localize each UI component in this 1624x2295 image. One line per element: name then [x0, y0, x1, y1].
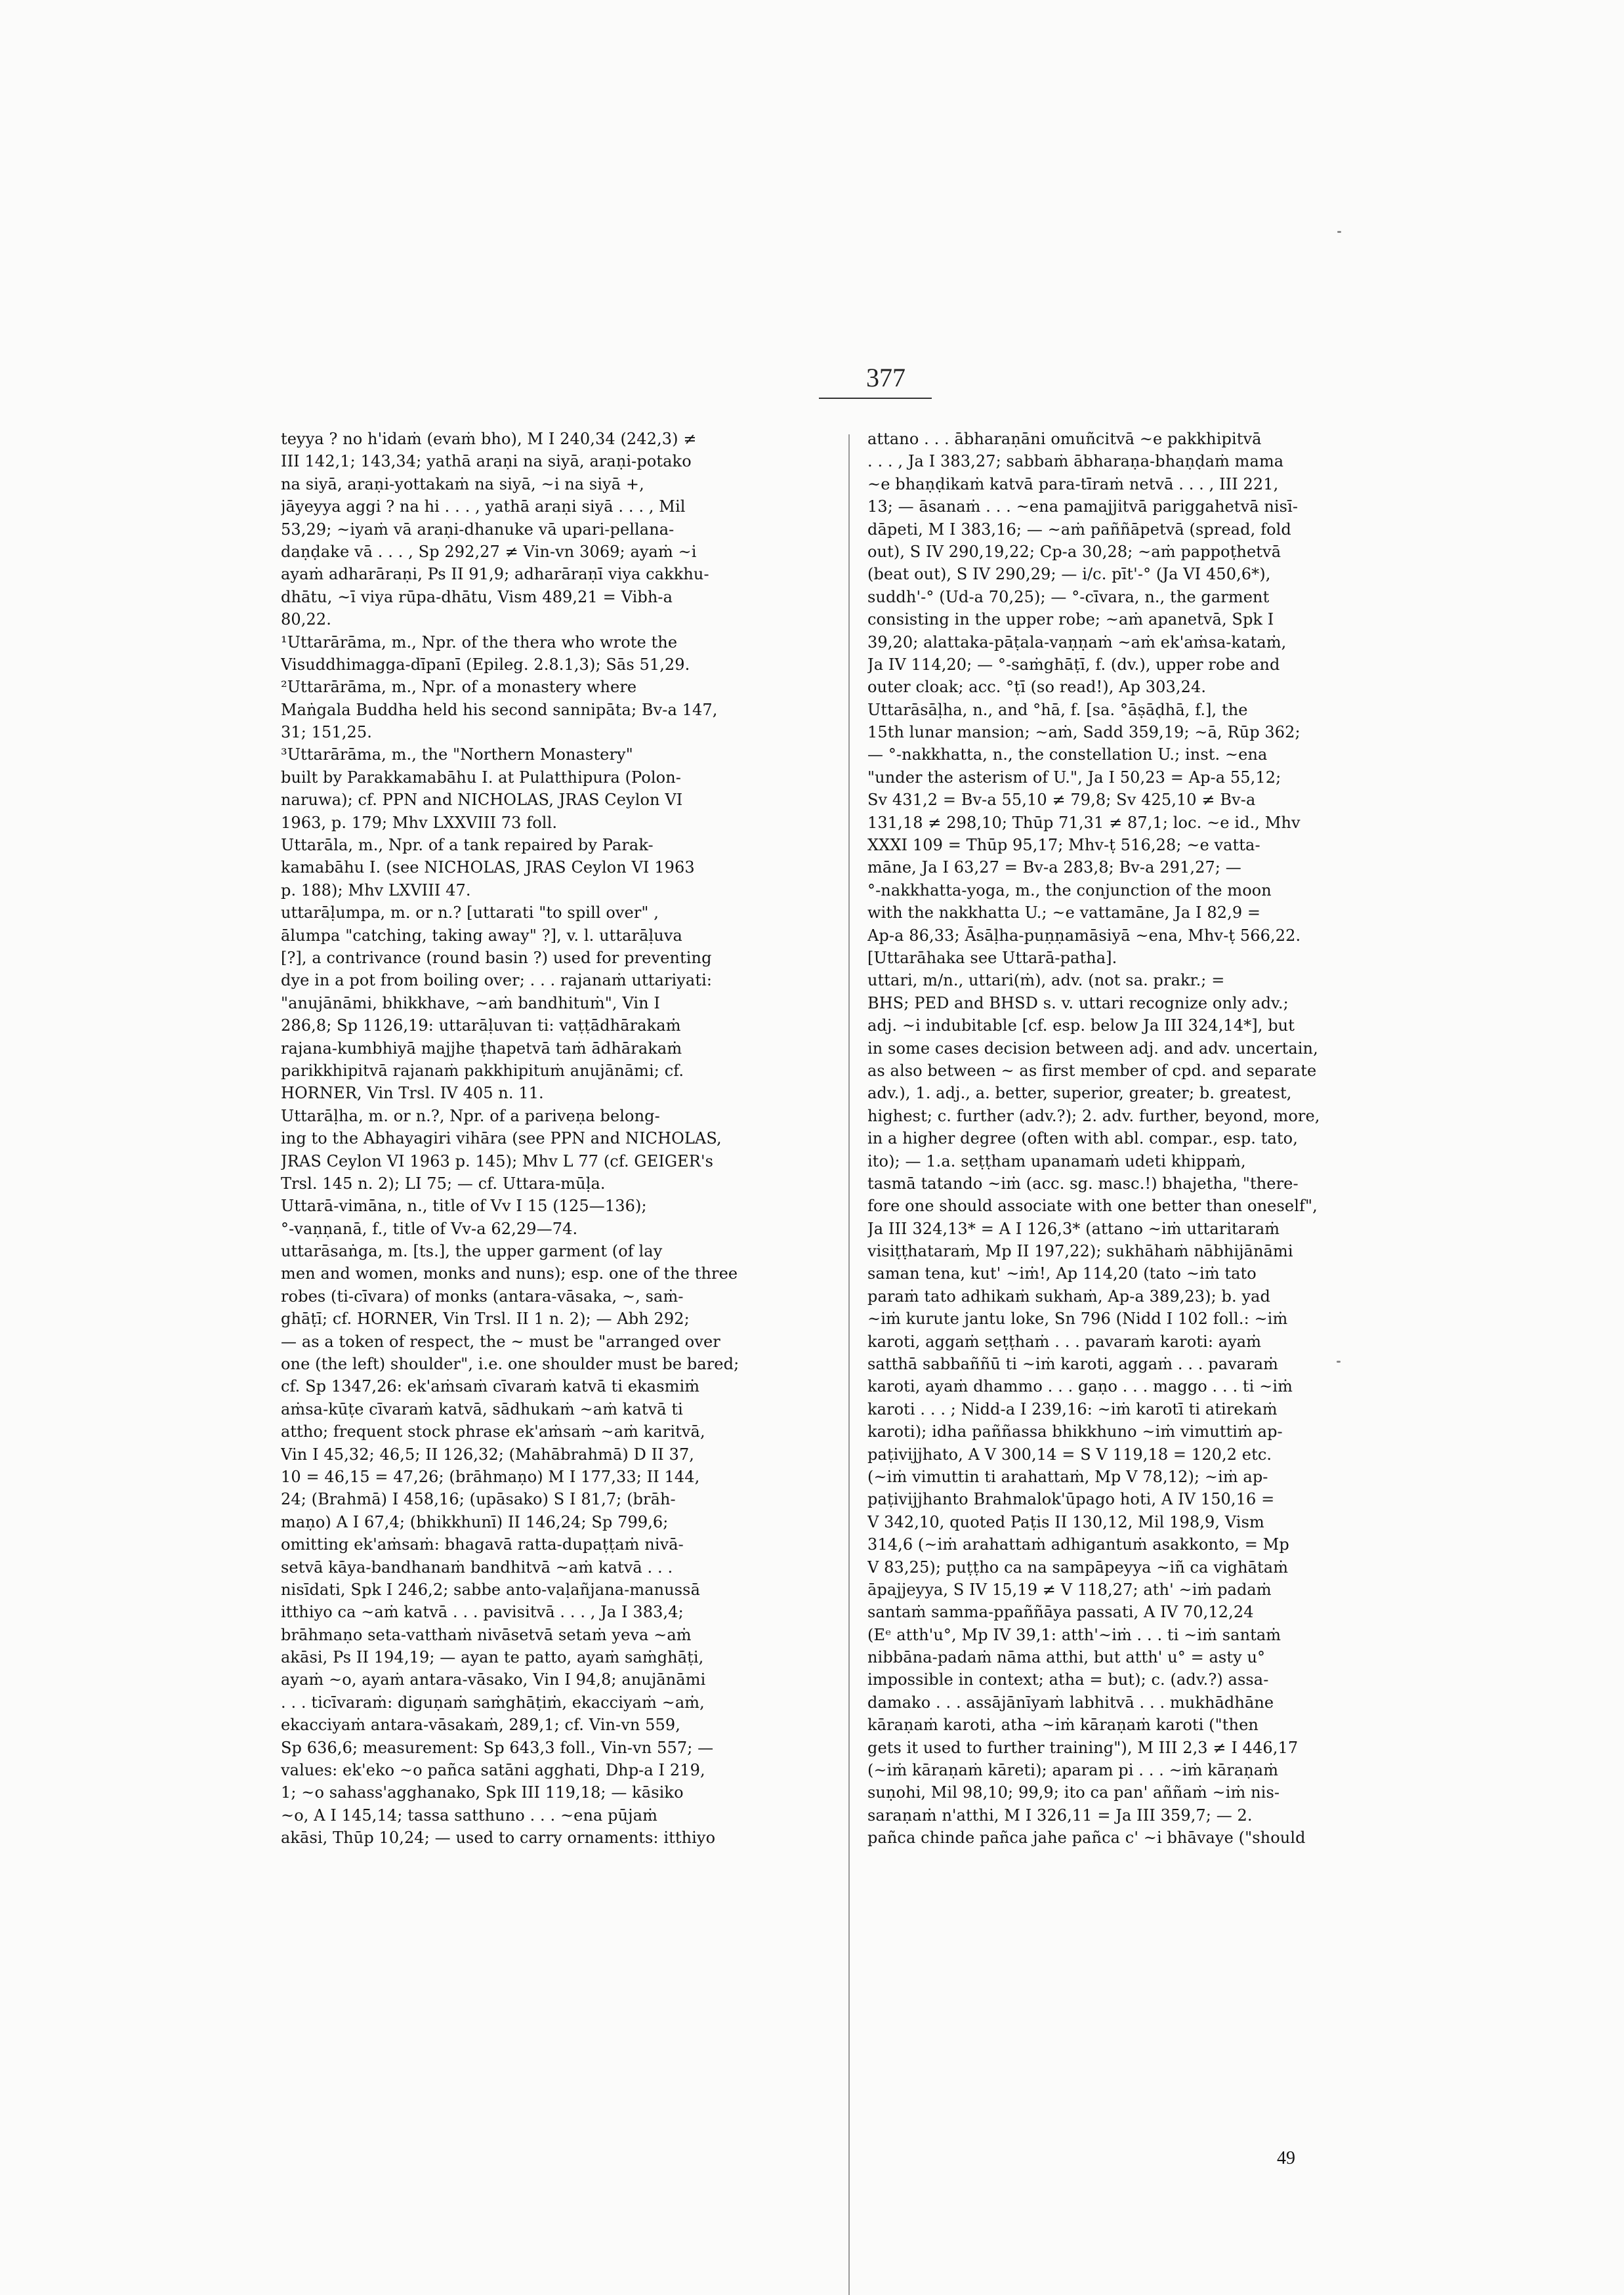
- text-line: Sv 431,2 = Bv-a 55,10 ≠ 79,8; Sv 425,10 ≠ Bv-a: [867, 791, 1256, 810]
- text-line: JRAS Ceylon VI 1963 p. 145); Mhv L 77 (cf. GEIGER's: [281, 1151, 714, 1170]
- text-line: karoti); idha paññassa bhikkhuno ~iṁ vimuttiṁ ap-: [867, 1422, 1283, 1441]
- text-line: Uttarāsāḷha, n., and °hā, f. [sa. °āṣāḍhā, f.], the: [867, 700, 1248, 719]
- text-line: Ja III 324,13* = A I 126,3* (attano ~iṁ uttaritaraṁ: [867, 1219, 1280, 1238]
- text-line: satthā sabbaññū ti ~iṁ karoti, aggaṁ . . . pavaraṁ: [867, 1355, 1279, 1374]
- text-line: 286,8; Sp 1126,19: uttarāḷuvan ti: vaṭṭādhārakaṁ: [281, 1016, 681, 1035]
- page-number: 377: [866, 363, 906, 392]
- text-line: parikkhipitvā rajanaṁ pakkhipituṁ anujānāmi; cf.: [281, 1061, 684, 1080]
- text-line: ayaṁ ~o, ayaṁ antara-vāsako, Vin I 94,8; anujānāmi: [281, 1670, 706, 1689]
- text-line: (beat out), S IV 290,29; — i/c. pīt'-° (Ja VI 450,6*),: [867, 565, 1271, 584]
- text-line: 10 = 46,15 = 47,26; (brāhmaṇo) M I 177,33; II 144,: [281, 1467, 700, 1486]
- text-line: na siyā, araṇi-yottakaṁ na siyā, ~i na siyā +,: [281, 474, 644, 493]
- text-line: 1; ~o sahass'agghanako, Spk III 119,18; — kāsiko: [281, 1783, 684, 1802]
- text-line: Ap-a 86,33; Āsāḷha-puṇṇamāsiyā ~ena, Mhv-ṭ 566,22.: [867, 926, 1301, 945]
- text-line: [?], a contrivance (round basin ?) used for preventing: [281, 948, 712, 967]
- text-line: ~iṁ kurute jantu loke, Sn 796 (Nidd I 102 foll.: ~iṁ: [867, 1310, 1288, 1329]
- text-line: dāpeti, M I 383,16; — ~aṁ paññāpetvā (spread, fold: [867, 520, 1291, 539]
- text-line: — °-nakkhatta, n., the constellation U.; inst. ~ena: [867, 745, 1268, 764]
- text-line: attano . . . ābharaṇāni omuñcitvā ~e pakkhipitvā: [867, 430, 1262, 448]
- text-line: 131,18 ≠ 298,10; Thūp 71,31 ≠ 87,1; loc. ~e id., Mhv: [867, 813, 1301, 832]
- text-line: ghāṭī; cf. HORNER, Vin Trsl. II 1 n. 2); — Abh 292;: [281, 1310, 690, 1329]
- text-line: naruwa); cf. PPN and NICHOLAS, JRAS Ceylon VI: [281, 791, 683, 810]
- text-line: in a higher degree (often with abl. compar., esp. tato,: [867, 1129, 1298, 1148]
- text-line: Trsl. 145 n. 2); LI 75; — cf. Uttara-mūḷa.: [281, 1174, 606, 1193]
- text-line: ālumpa "catching, taking away" ?], v. l. uttarāḷuva: [281, 926, 682, 945]
- text-line: ²Uttarārāma, m., Npr. of a monastery where: [281, 678, 637, 697]
- text-line: "under the asterism of U.", Ja I 50,23 = Ap-a 55,12;: [867, 768, 1281, 787]
- text-line: nibbāna-padaṁ nāma atthi, but atth' u° = asty u°: [867, 1648, 1266, 1667]
- text-line: saman tena, kut' ~iṁ!, Ap 114,20 (tato ~iṁ tato: [867, 1264, 1257, 1283]
- text-line: visiṭṭhataraṁ, Mp II 197,22); sukhāhaṁ nābhijānāmi: [867, 1242, 1293, 1261]
- text-line: gets it used to further training"), M III 2,3 ≠ I 446,17: [867, 1738, 1299, 1757]
- text-line: 15th lunar mansion; ~aṁ, Sadd 359,19; ~ā, Rūp 362;: [867, 723, 1301, 742]
- text-line: uttarāsaṅga, m. [ts.], the upper garment (of lay: [281, 1242, 663, 1261]
- text-line: out), S IV 290,19,22; Cp-a 30,28; ~aṁ pappoṭhetvā: [867, 542, 1281, 561]
- text-line: ~o, A I 145,14; tassa satthuno . . . ~ena pūjaṁ: [281, 1806, 657, 1825]
- text-line: paṭivijjhato, A V 300,14 = S V 119,18 = 120,2 etc.: [867, 1445, 1272, 1464]
- text-line: māne, Ja I 63,27 = Bv-a 283,8; Bv-a 291,27; —: [867, 858, 1241, 877]
- text-line: santaṁ samma-ppaññāya passati, A IV 70,12,24: [867, 1603, 1254, 1622]
- text-line: Visuddhimagga-dīpanī (Epileg. 2.8.1,3); Sās 51,29.: [281, 655, 690, 674]
- text-line: ¹Uttarārāma, m., Npr. of the thera who wrote the: [281, 632, 678, 651]
- column-divider: [848, 434, 850, 2295]
- text-line: akāsi, Thūp 10,24; — used to carry ornaments: itthiyo: [281, 1829, 716, 1848]
- text-line: BHS; PED and BHSD s. v. uttari recognize only adv.;: [867, 993, 1289, 1012]
- text-line: V 342,10, quoted Paṭis II 130,12, Mil 198,9, Vism: [867, 1512, 1264, 1531]
- text-line: 1963, p. 179; Mhv LXXVIII 73 foll.: [281, 813, 558, 832]
- text-line: 24; (Brahmā) I 458,16; (upāsako) S I 81,7; (brāh-: [281, 1490, 676, 1509]
- left-column: [281, 428, 811, 1850]
- text-line: built by Parakkamabāhu I. at Pulatthipura (Polon-: [281, 768, 681, 787]
- text-line: in some cases decision between adj. and adv. uncertain,: [867, 1039, 1318, 1058]
- text-line: adj. ~i indubitable [cf. esp. below Ja III 324,14*], but: [867, 1016, 1295, 1035]
- text-line: Uttarāḷha, m. or n.?, Npr. of a pariveṇa belong-: [281, 1106, 660, 1125]
- text-line: . . . , Ja I 383,27; sabbaṁ ābharaṇa-bhaṇḍaṁ mama: [867, 452, 1284, 471]
- text-line: setvā kāya-bandhanaṁ bandhitvā ~aṁ katvā . . .: [281, 1558, 673, 1577]
- text-line: HORNER, Vin Trsl. IV 405 n. 11.: [281, 1084, 544, 1103]
- text-line: ekacciyaṁ antara-vāsakaṁ, 289,1; cf. Vin-vn 559,: [281, 1716, 681, 1735]
- text-line: 31; 151,25.: [281, 723, 372, 742]
- text-line: dhātu, ~ī viya rūpa-dhātu, Vism 489,21 = Vibh-a: [281, 587, 673, 606]
- text-line: āpajjeyya, S IV 15,19 ≠ V 118,27; ath' ~iṁ padaṁ: [867, 1580, 1272, 1599]
- scan-speck: [1337, 1361, 1341, 1363]
- text-line: (Eᵉ atth'u°, Mp IV 39,1: atth'~iṁ . . . ti ~iṁ santaṁ: [867, 1625, 1281, 1644]
- text-line: ~e bhaṇḍikaṁ katvā para-tīraṁ netvā . . . , III 221,: [867, 474, 1279, 493]
- text-line: XXXI 109 = Thūp 95,17; Mhv-ṭ 516,28; ~e vatta-: [867, 836, 1260, 855]
- scan-speck: [1337, 231, 1341, 233]
- text-line: kamabāhu I. (see NICHOLAS, JRAS Ceylon VI 1963: [281, 858, 695, 877]
- text-line: Uttarā-vimāna, n., title of Vv I 15 (125—136);: [281, 1197, 647, 1216]
- text-line: teyya ? no h'idaṁ (evaṁ bho), M I 240,34 (242,3) ≠: [281, 430, 697, 448]
- text-line: pañca chinde pañca jahe pañca c' ~i bhāvaye ("should: [867, 1829, 1306, 1848]
- text-line: ³Uttarārāma, m., the "Northern Monastery": [281, 745, 633, 764]
- text-line: suṇohi, Mil 98,10; 99,9; ito ca pan' aññaṁ ~iṁ nis-: [867, 1783, 1280, 1802]
- text-line: saraṇaṁ n'atthi, M I 326,11 = Ja III 359,7; — 2.: [867, 1806, 1253, 1825]
- text-line: jāyeyya aggi ? na hi . . . , yathā araṇi siyā . . . , Mil: [281, 497, 686, 516]
- text-line: 39,20; alattaka-pāṭala-vaṇṇaṁ ~aṁ ek'aṁsa-kataṁ,: [867, 632, 1287, 651]
- text-line: Ja IV 114,20; — °-saṁghāṭī, f. (dv.), upper robe and: [867, 655, 1280, 674]
- text-line: Maṅgala Buddha held his second sannipāta; Bv-a 147,: [281, 700, 718, 719]
- text-line: karoti . . . ; Nidd-a I 239,16: ~iṁ karotī ti atirekaṁ: [867, 1399, 1278, 1418]
- text-line: men and women, monks and nuns); esp. one of the three: [281, 1264, 738, 1283]
- text-line: rajana-kumbhiyā majjhe ṭhapetvā taṁ ādhārakaṁ: [281, 1039, 682, 1058]
- text-line: attho; frequent stock phrase ek'aṁsaṁ ~aṁ karitvā,: [281, 1422, 705, 1441]
- text-line: paṭivijjhanto Brahmalok'ūpago hoti, A IV 150,16 =: [867, 1490, 1275, 1509]
- text-line: "anujānāmi, bhikkhave, ~aṁ bandhituṁ", Vin I: [281, 993, 660, 1012]
- right-column: [867, 428, 1400, 1850]
- text-line: highest; c. further (adv.?); 2. adv. further, beyond, more,: [867, 1106, 1320, 1125]
- text-line: aṁsa-kūṭe cīvaraṁ katvā, sādhukaṁ ~aṁ katvā ti: [281, 1399, 683, 1418]
- text-line: Uttarāla, m., Npr. of a tank repaired by Parak-: [281, 836, 654, 855]
- text-line: adv.), 1. adj., a. better, superior, greater; b. greatest,: [867, 1084, 1292, 1103]
- text-line: (~iṁ kāraṇaṁ kāreti); aparam pi . . . ~iṁ kāraṇaṁ: [867, 1761, 1279, 1780]
- text-line: one (the left) shoulder", i.e. one shoulder must be bared;: [281, 1355, 739, 1374]
- text-line: akāsi, Ps II 194,19; — ayan te patto, ayaṁ saṁghāṭi,: [281, 1648, 704, 1667]
- text-line: °-nakkhatta-yoga, m., the conjunction of the moon: [867, 880, 1272, 899]
- text-line: omitting ek'aṁsaṁ: bhagavā ratta-dupaṭṭaṁ nivā-: [281, 1535, 684, 1554]
- text-line: 80,22.: [281, 610, 331, 629]
- text-line: uttari, m/n., uttari(ṁ), adv. (not sa. prakr.; =: [867, 971, 1225, 990]
- text-line: ing to the Abhayagiri vihāra (see PPN and NICHOLAS,: [281, 1129, 722, 1148]
- text-line: maṇo) A I 67,4; (bhikkhunī) II 146,24; Sp 799,6;: [281, 1512, 669, 1531]
- text-line: outer cloak; acc. °ṭī (so read!), Ap 303,24.: [867, 678, 1207, 697]
- text-line: ayaṁ adharāraṇi, Ps II 91,9; adharāraṇī viya cakkhu-: [281, 565, 709, 584]
- text-line: with the nakkhatta U.; ~e vattamāne, Ja I 82,9 =: [867, 903, 1261, 922]
- text-line: Sp 636,6; measurement: Sp 643,3 foll., Vin-vn 557; —: [281, 1738, 714, 1757]
- text-line: V 83,25); puṭṭho ca na sampāpeyya ~iñ ca vighātaṁ: [867, 1558, 1289, 1577]
- text-line: nisīdati, Spk I 246,2; sabbe anto-vaḷañjana-manussā: [281, 1580, 700, 1599]
- text-line: damako . . . assājānīyaṁ labhitvā . . . mukhādhāne: [867, 1693, 1274, 1712]
- text-line: Vin I 45,32; 46,5; II 126,32; (Mahābrahmā) D II 37,: [281, 1445, 695, 1464]
- text-line: 53,29; ~iyaṁ vā araṇi-dhanuke vā upari-pellana-: [281, 520, 675, 539]
- text-line: itthiyo ca ~aṁ katvā . . . pavisitvā . . . , Ja I 383,4;: [281, 1603, 684, 1622]
- text-line: as also between ~ as first member of cpd. and separate: [867, 1061, 1317, 1080]
- text-line: uttarāḷumpa, m. or n.? [uttarati "to spill over" ,: [281, 903, 659, 922]
- text-line: 13; — āsanaṁ . . . ~ena pamajjitvā pariggahetvā nisī-: [867, 497, 1299, 516]
- text-line: p. 188); Mhv LXVIII 47.: [281, 880, 471, 899]
- text-line: paraṁ tato adhikaṁ sukhaṁ, Ap-a 389,23); b. yad: [867, 1287, 1271, 1306]
- text-line: karoti, aggaṁ seṭṭhaṁ . . . pavaraṁ karoti: ayaṁ: [867, 1332, 1262, 1351]
- text-line: ito); — 1.a. seṭṭham upanamaṁ udeti khippaṁ,: [867, 1151, 1246, 1170]
- text-line: brāhmaṇo seta-vatthaṁ nivāsetvā setaṁ yeva ~aṁ: [281, 1625, 692, 1644]
- text-line: °-vaṇṇanā, f., title of Vv-a 62,29—74.: [281, 1219, 578, 1238]
- text-line: III 142,1; 143,34; yathā araṇi na siyā, araṇi-potako: [281, 452, 692, 471]
- text-line: daṇḍake vā . . . , Sp 292,27 ≠ Vin-vn 3069; ayaṁ ~i: [281, 542, 697, 561]
- text-line: suddh'-° (Ud-a 70,25); — °-cīvara, n., the garment: [867, 587, 1270, 606]
- text-line: (~iṁ vimuttin ti arahattaṁ, Mp V 78,12); ~iṁ ap-: [867, 1467, 1268, 1486]
- text-line: karoti, ayaṁ dhammo . . . gaṇo . . . maggo . . . ti ~iṁ: [867, 1377, 1293, 1396]
- text-line: — as a token of respect, the ~ must be "arranged over: [281, 1332, 720, 1351]
- signature-mark: 49: [1277, 2148, 1295, 2168]
- text-line: dye in a pot from boiling over; . . . rajanaṁ uttariyati:: [281, 971, 713, 990]
- text-line: tasmā tatando ~iṁ (acc. sg. masc.!) bhajetha, "there-: [867, 1174, 1299, 1193]
- text-line: 314,6 (~iṁ arahattaṁ adhigantuṁ asakkonto, = Mp: [867, 1535, 1289, 1554]
- text-line: robes (ti-cīvara) of monks (antara-vāsaka, ~, saṁ-: [281, 1287, 684, 1306]
- text-line: . . . ticīvaraṁ: diguṇaṁ saṁghāṭiṁ, ekacciyaṁ ~aṁ,: [281, 1693, 705, 1712]
- text-line: values: ek'eko ~o pañca satāni agghati, Dhp-a I 219,: [281, 1761, 705, 1780]
- text-line: consisting in the upper robe; ~aṁ apanetvā, Spk I: [867, 610, 1274, 629]
- text-line: [Uttarāhaka see Uttarā-patha].: [867, 948, 1117, 967]
- text-line: impossible in context; atha = but); c. (adv.?) assa-: [867, 1670, 1269, 1689]
- text-line: kāraṇaṁ karoti, atha ~iṁ kāraṇaṁ karoti ("then: [867, 1716, 1259, 1735]
- text-line: fore one should associate with one better than oneself",: [867, 1197, 1318, 1216]
- page-number-rule: [819, 398, 932, 399]
- text-line: cf. Sp 1347,26: ek'aṁsaṁ cīvaraṁ katvā ti ekasmiṁ: [281, 1377, 700, 1396]
